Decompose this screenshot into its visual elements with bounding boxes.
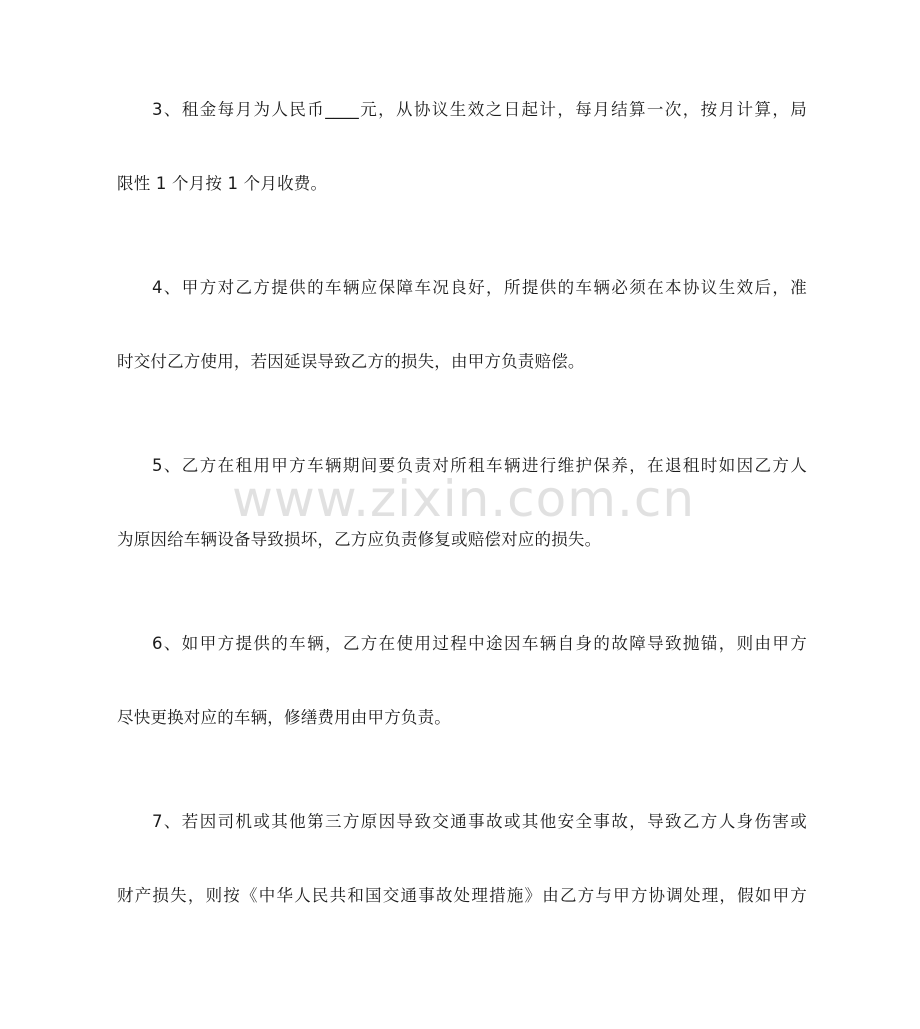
clause-4-line-1: 4、甲方对乙方提供的车辆应保障车况良好，所提供的车辆必须在本协议生效后，准: [152, 278, 807, 297]
clause-5-line-2: 为原因给车辆设备导致损坏，乙方应负责修复或赔偿对应的损失。: [117, 530, 602, 549]
clause-6-line-2: 尽快更换对应的车辆，修缮费用由甲方负责。: [117, 708, 451, 727]
watermark: www.zixin.com.cn: [232, 470, 696, 528]
clause-7-line-2: 财产损失，则按《中华人民共和国交通事故处理措施》由乙方与甲方协调处理，假如甲方: [117, 886, 807, 905]
clause-7-line-1: 7、若因司机或其他第三方原因导致交通事故或其他安全事故，导致乙方人身伤害或: [152, 812, 807, 831]
clause-3-line-2: 限性 1 个月按 1 个月收费。: [117, 174, 328, 193]
clause-3-line-1: 3、租金每月为人民币____元，从协议生效之日起计，每月结算一次，按月计算，局: [152, 100, 807, 119]
clause-5-line-1: 5、乙方在租用甲方车辆期间要负责对所租车辆进行维护保养，在退租时如因乙方人: [152, 456, 807, 475]
clause-4-line-2: 时交付乙方使用，若因延误导致乙方的损失，由甲方负责赔偿。: [117, 352, 585, 371]
clause-6-line-1: 6、如甲方提供的车辆，乙方在使用过程中途因车辆自身的故障导致抛锚，则由甲方: [152, 634, 807, 653]
